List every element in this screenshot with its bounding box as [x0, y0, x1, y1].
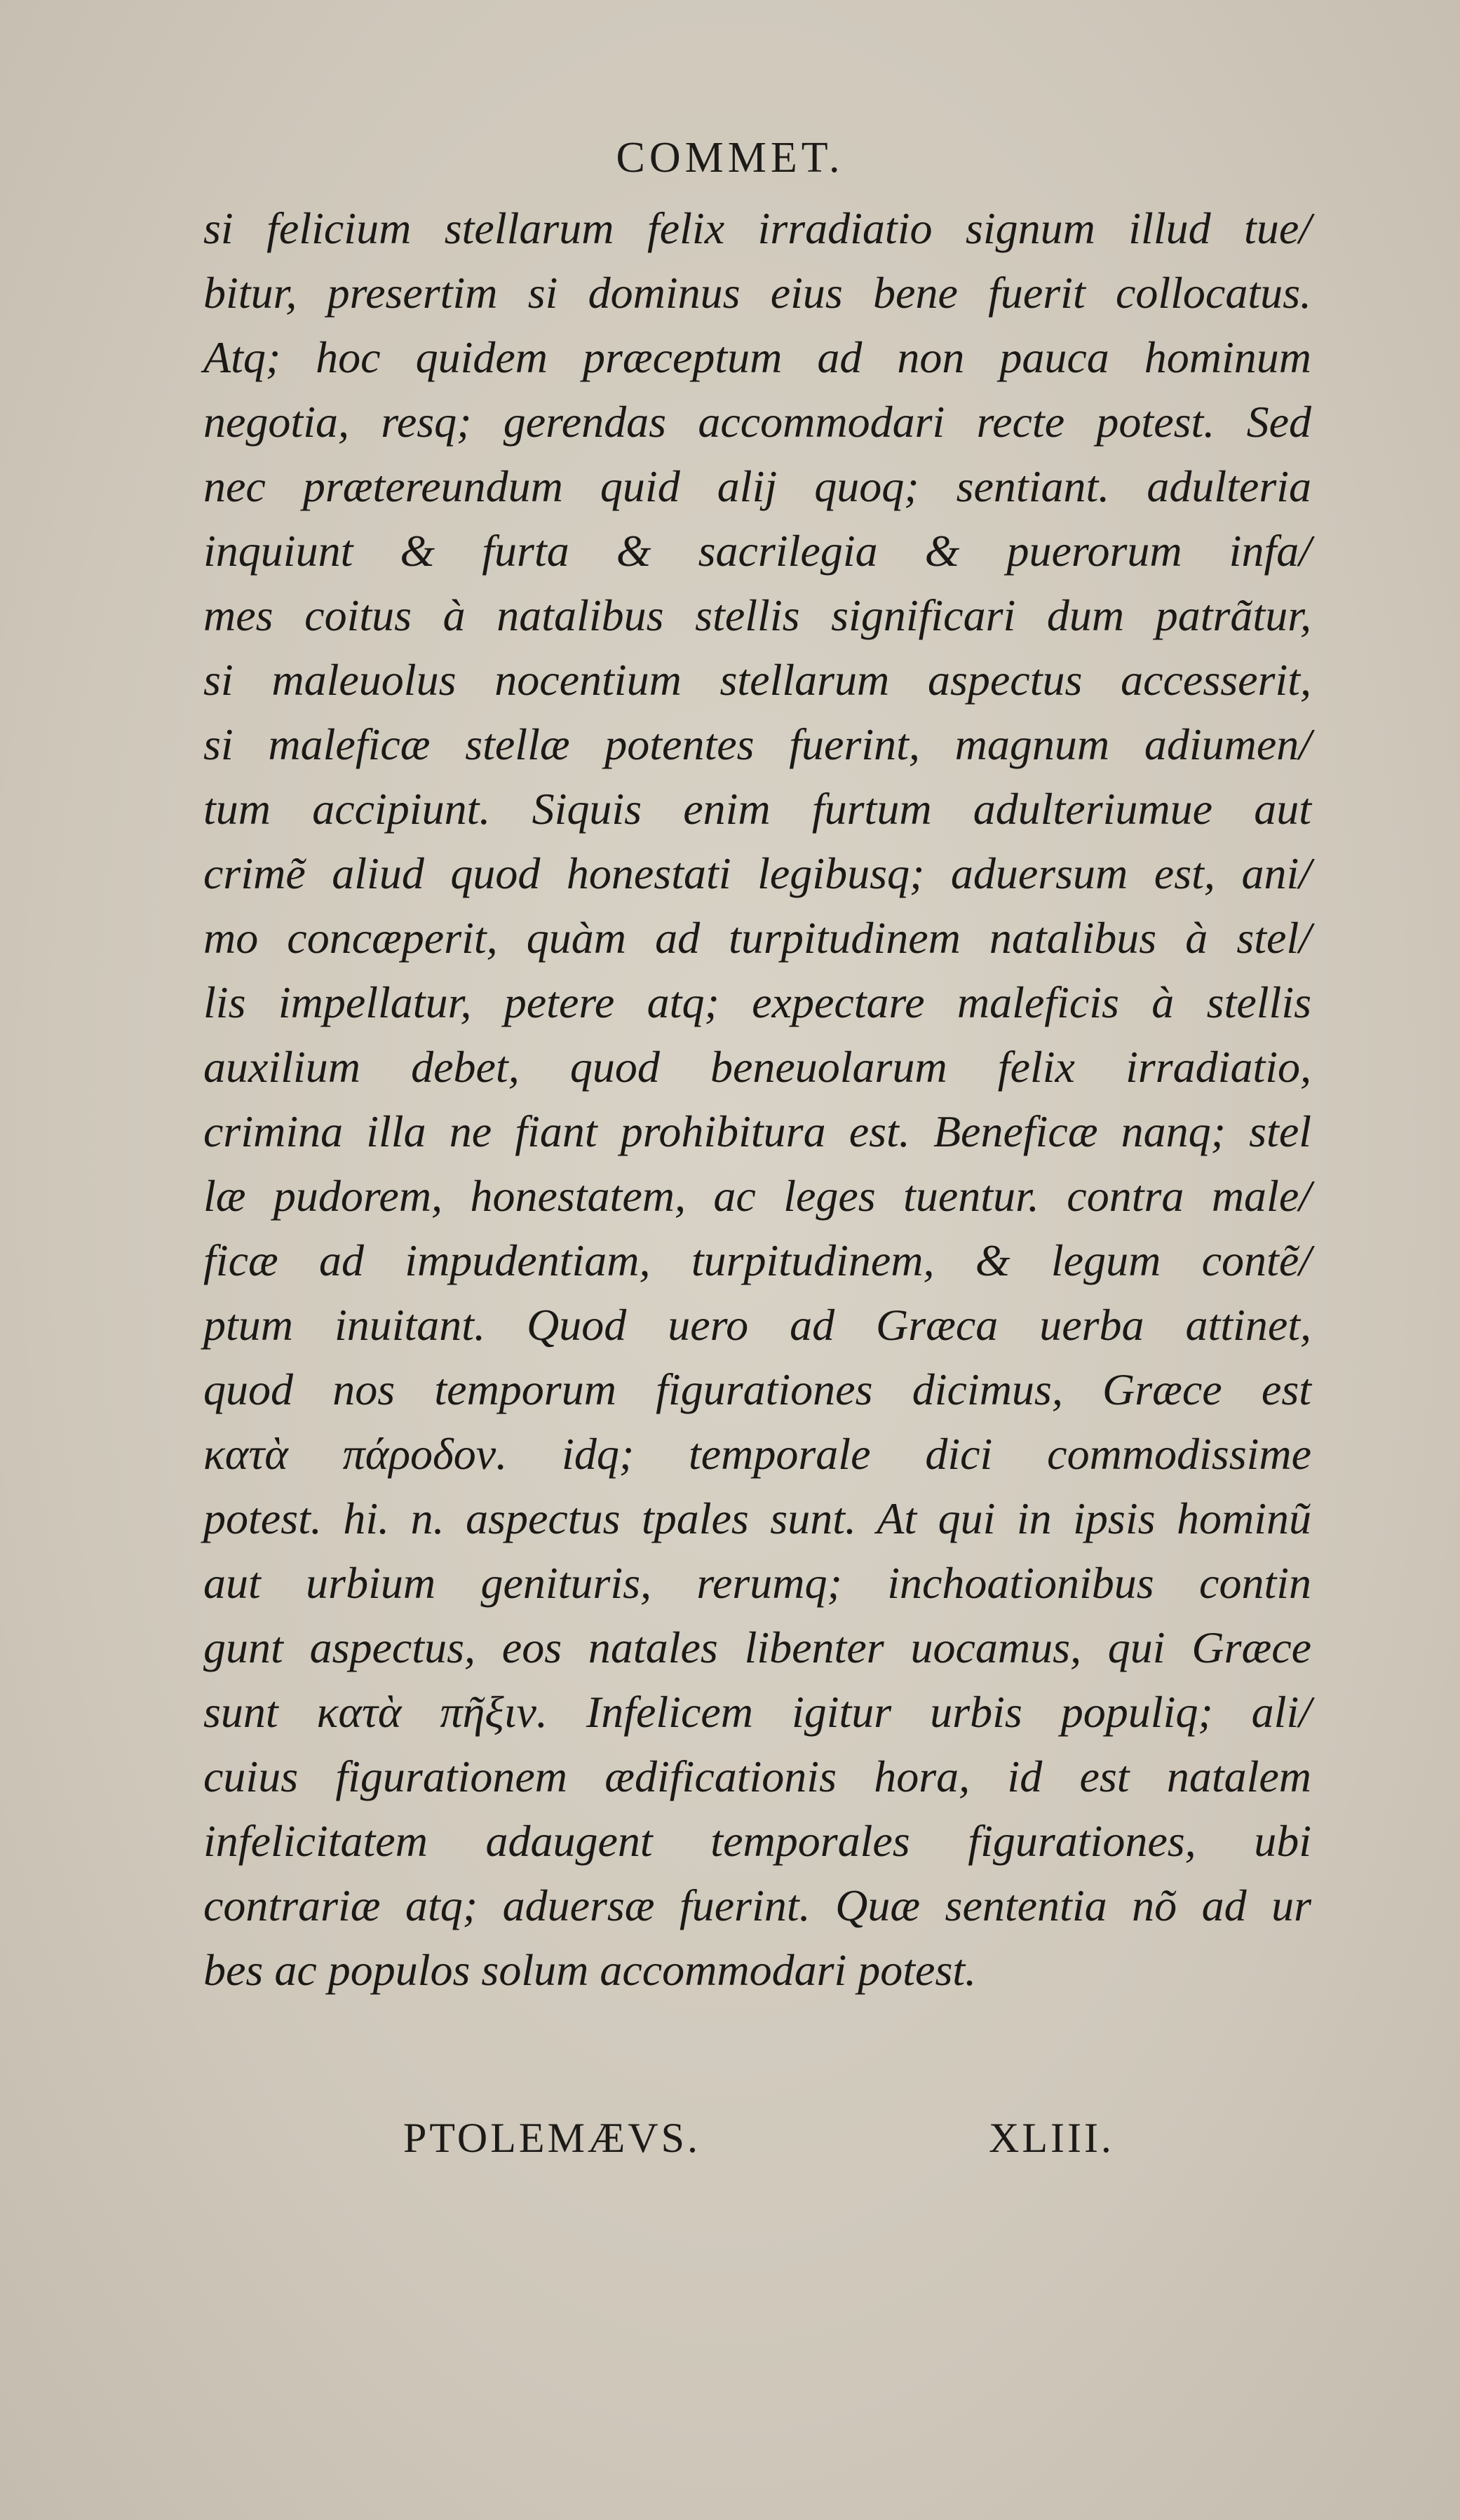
text-line: auxilium debet, quod beneuolarum felix irradiatio, — [203, 1042, 1311, 1092]
text-line: crimina illa ne fiant prohibitura est. Beneficæ nanq; stel — [203, 1106, 1311, 1156]
text-line: contrariæ atq; aduersæ fuerint. Quæ sententia nõ ad ur — [203, 1881, 1311, 1930]
text-line: si maleficæ stellæ potentes fuerint, magnum adiumen/ — [203, 719, 1311, 769]
text-line: tum accipiunt. Siquis enim furtum adulteriumue aut — [203, 784, 1311, 834]
text-line: si felicium stellarum felix irradiatio signum illud tue/ — [203, 203, 1311, 253]
running-header: COMMET. — [616, 134, 844, 182]
text-line: sunt κατὰ πῆξιν. Infelicem igitur urbis populiq; ali/ — [203, 1687, 1311, 1737]
text-line: ficæ ad impudentiam, turpitudinem, & legum contẽ/ — [203, 1235, 1311, 1285]
text-line: aut urbium genituris, rerumq; inchoationibus contin — [203, 1558, 1311, 1608]
text-line: infelicitatem adaugent temporales figurationes, ubi — [203, 1816, 1311, 1866]
text-line: bitur, presertim si dominus eius bene fuerit collocatus. — [203, 268, 1311, 318]
body-text — [203, 196, 1311, 2003]
text-line: læ pudorem, honestatem, ac leges tuentur. contra male/ — [203, 1171, 1311, 1221]
text-line: negotia, resq; gerendas accommodari recte potest. Sed — [203, 397, 1311, 447]
text-line: inquiunt & furta & sacrilegia & puerorum infa/ — [203, 526, 1311, 576]
text-line: nec prætereundum quid alij quoq; sentiant. adulteria — [203, 461, 1311, 511]
text-line: mo concæperit, quàm ad turpitudinem natalibus à stel/ — [203, 913, 1311, 963]
text-line: bes ac populos solum accommodari potest. — [203, 1945, 977, 1995]
text-line: κατὰ πάροδον. idq; temporale dici commodissime — [203, 1429, 1311, 1479]
text-line: quod nos temporum figurationes dicimus, Græce est — [203, 1364, 1311, 1414]
folio-number: XLIII. — [989, 2115, 1114, 2161]
text-line: si maleuolus nocentium stellarum aspectus accesserit, — [203, 655, 1311, 705]
text-line: Atq; hoc quidem præceptum ad non pauca hominum — [203, 332, 1311, 382]
text-line: ptum inuitant. Quod uero ad Græca uerba attinet, — [203, 1300, 1311, 1350]
text-line: gunt aspectus, eos natales libenter uocamus, qui Græce — [203, 1623, 1311, 1672]
text-line: cuius figurationem ædificationis hora, id est natalem — [203, 1752, 1311, 1801]
catchword-title: PTOLEMÆVS. — [403, 2115, 701, 2161]
text-line: mes coitus à natalibus stellis significari dum patrãtur, — [203, 590, 1311, 640]
text-line: lis impellatur, petere atq; expectare maleficis à stellis — [203, 977, 1311, 1027]
text-line: crimẽ aliud quod honestati legibusq; aduersum est, ani/ — [203, 848, 1311, 898]
text-line: potest. hi. n. aspectus tpales sunt. At qui in ipsis hominũ — [203, 1493, 1311, 1543]
